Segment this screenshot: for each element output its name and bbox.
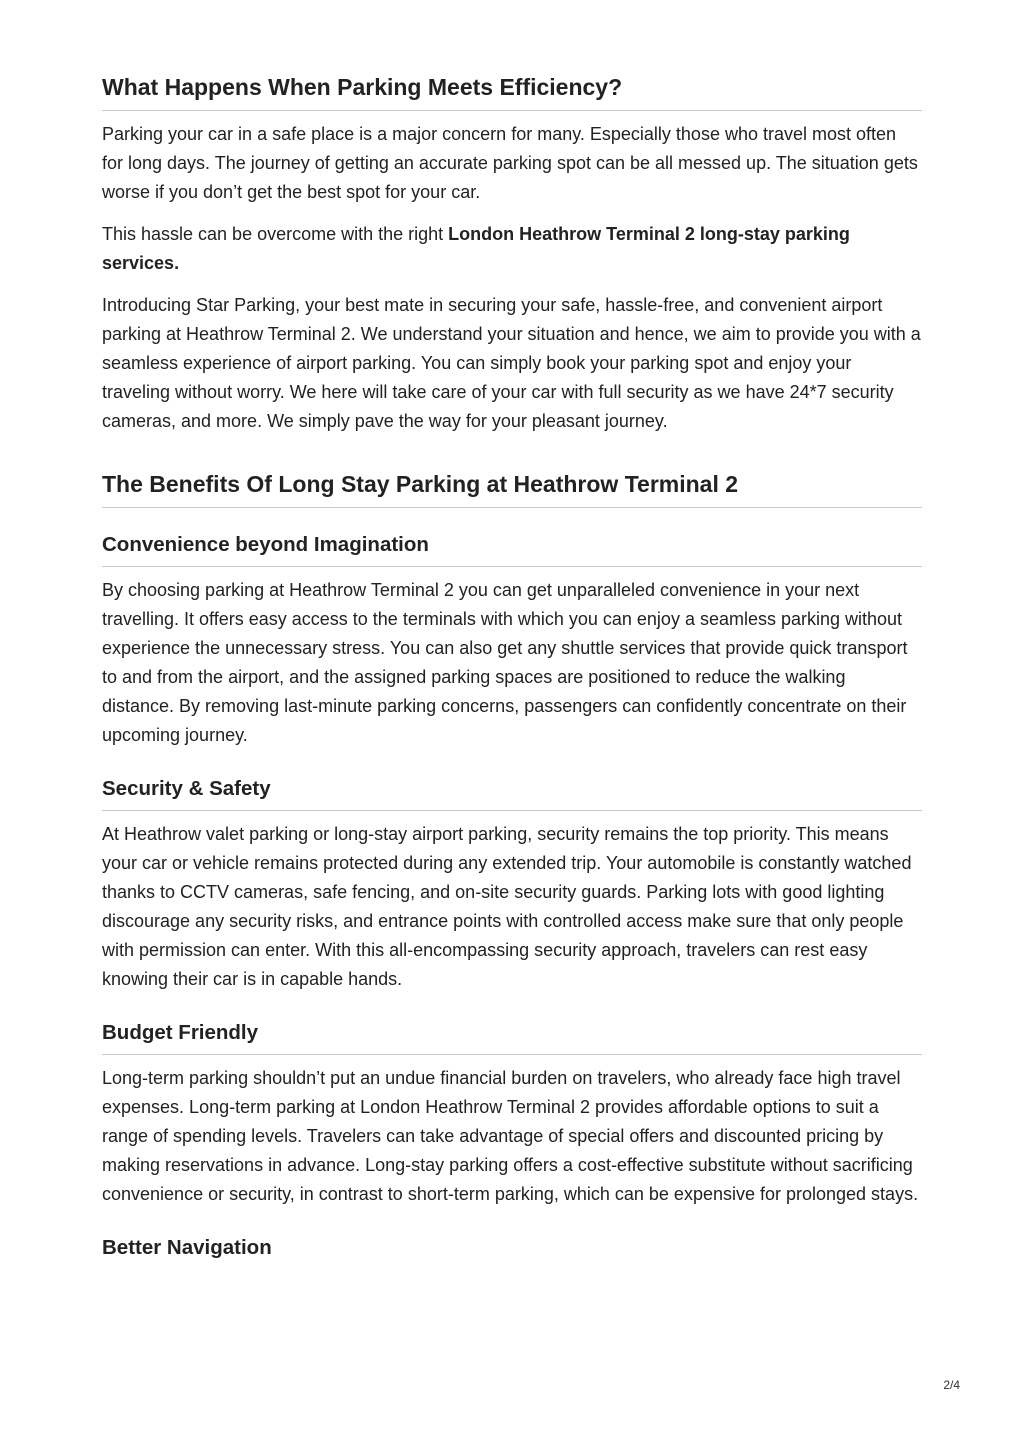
paragraph-hassle-overcome: [102, 220, 922, 278]
document-page: [102, 72, 922, 1269]
subheading-convenience: Convenience beyond Imagination: [102, 532, 922, 567]
subheading-navigation: Better Navigation: [102, 1236, 272, 1259]
section-heading-parking-efficiency: What Happens When Parking Meets Efficiency?: [102, 72, 922, 111]
paragraph-budget: Long-term parking shouldn’t put an undue financial burden on travelers, who already face high travel expenses. Long-term parking at London Heathrow Terminal 2 provides affordable options to suit a range of spending levels. Travelers can take advantage of special offers and discounted pricing by making reservations in advance. Long-stay parking offers a cost-effective substitute without sacrificing convenience or security, in contrast to short-term parking, which can be expensive for prolonged stays.: [102, 1068, 919, 1204]
subheading-budget: Budget Friendly: [102, 1020, 922, 1055]
subheading-security: Security & Safety: [102, 776, 922, 811]
paragraph-security: At Heathrow valet parking or long-stay airport parking, security remains the top priority. This means your car or vehicle remains protected during any extended trip. Your automobile is constantly watched thanks to CCTV cameras, safe fencing, and on-site security guards. Parking lots with good lighting discourage any security risks, and entrance points with controlled access make sure that only people with permission can enter. With this all-encompassing security approach, travelers can rest easy knowing their car is in capable hands.: [102, 824, 912, 989]
section-heading-benefits: The Benefits Of Long Stay Parking at Heathrow Terminal 2: [102, 469, 922, 508]
paragraph-parking-concern: Parking your car in a safe place is a major concern for many. Especially those who travel most often for long days. The journey of getting an accurate parking spot can be all messed up. The situation gets worse if you don’t get the best spot for your car.: [102, 124, 918, 202]
page-number: 2/4: [943, 1378, 960, 1392]
paragraph-hassle-text: This hassle can be overcome with the right: [102, 224, 449, 244]
paragraph-convenience: By choosing parking at Heathrow Terminal 2 you can get unparalleled convenience in your next travelling. It offers easy access to the terminals with which you can enjoy a seamless parking without experience the unnecessary stress. You can also get any shuttle services that provide quick transport to and from the airport, and the assigned parking spaces are positioned to reduce the walking distance. By removing last-minute parking concerns, passengers can confidently concentrate on their upcoming journey.: [102, 580, 908, 745]
paragraph-introducing-star-parking: Introducing Star Parking, your best mate in securing your safe, hassle-free, and convenient airport parking at Heathrow Terminal 2. We understand your situation and hence, we aim to provide you with a seamless experience of airport parking. You can simply book your parking spot and enjoy your traveling without worry. We here will take care of your car with full security as we have 24*7 security cameras, and more. We simply pave the way for your pleasant journey.: [102, 295, 921, 431]
paragraph-hassle-bold-text: London Heathrow Terminal 2 long-stay parking services.: [102, 224, 850, 273]
